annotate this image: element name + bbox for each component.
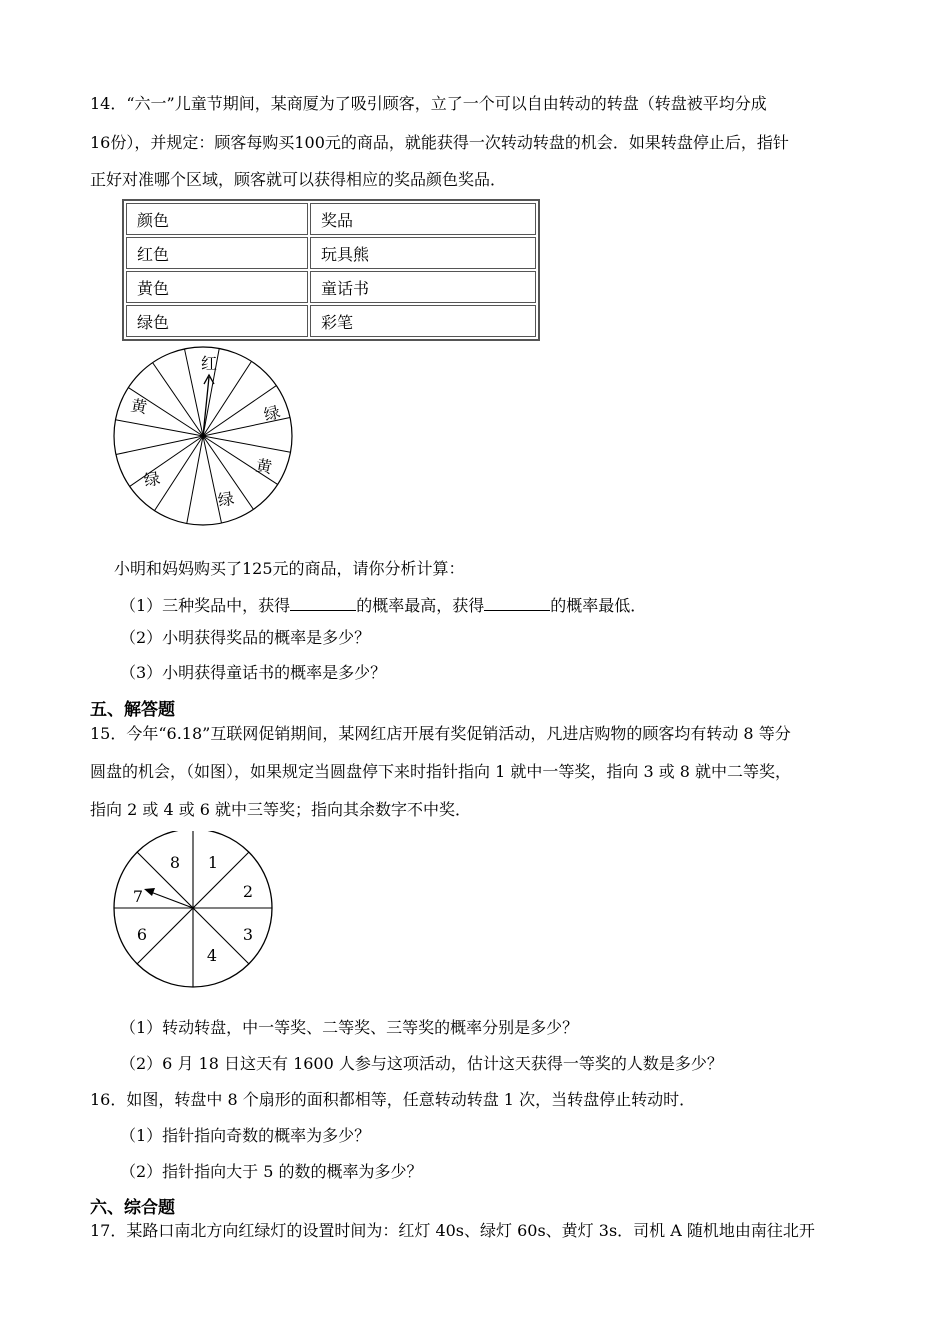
table-header-color: 颜色 [126,203,308,235]
table-cell: 红色 [126,237,308,269]
wheel-pointer-arrowhead [144,888,155,896]
table-header-row [126,203,536,235]
table-header-prize: 奖品 [310,203,536,235]
q14-sub1-part-b: 的概率最高，获得 [356,596,485,615]
wheel-number: 7 [132,887,144,906]
q15-line-1: 15．今年“6.18”互联网促销期间，某网红店开展有奖促销活动，凡进店购物的顾客均有转动 8 等分 [90,724,791,743]
q16-sub2: （2）指针指向大于 5 的数的概率为多少？ [120,1162,423,1181]
q15-line-3: 指向 2 或 4 或 6 就中三等奖；指向其余数字不中奖． [90,800,472,819]
table-row [126,237,536,269]
wheel-label-yellow: 黄 [129,395,149,418]
wheel-number: 4 [206,946,218,965]
wheel-label-red: 红 [200,354,218,373]
q14-intro: 小明和妈妈购买了125元的商品，请你分析计算： [114,559,465,578]
eight-sector-wheel [108,831,278,1001]
q14-sub2: （2）小明获得奖品的概率是多少？ [120,628,371,647]
q16-line: 16．如图，转盘中 8 个扇形的面积都相等，任意转动转盘 1 次，当转盘停止转动时． [90,1090,696,1109]
answer-blank-highest[interactable] [290,594,356,611]
wheel-label-green: 绿 [142,468,162,491]
q14-sub1-part-c: 的概率最低． [550,596,647,615]
q16-sub1: （1）指针指向奇数的概率为多少？ [120,1126,371,1145]
q14-sub3: （3）小明获得童话书的概率是多少？ [120,663,387,682]
wheel-pointer [148,891,193,908]
q14-line-3: 正好对准哪个区域，顾客就可以获得相应的奖品颜色奖品． [90,170,507,189]
q15-sub1: （1）转动转盘，中一等奖、二等奖、三等奖的概率分别是多少？ [120,1018,579,1037]
wheel-number: 2 [242,882,254,901]
wheel-number: 6 [136,925,148,944]
q14-sub1 [120,594,646,616]
sixteen-sector-wheel [106,342,306,532]
wheel-number: 1 [207,853,219,872]
q15-line-2: 圆盘的机会，（如图），如果规定当圆盘停下来时指针指向 1 就中一等奖，指向 3 或 8 就中二等奖， [90,762,792,781]
wheel-number: 3 [242,925,254,944]
wheel-label-green: 绿 [261,402,283,425]
wheel-label-yellow: 黄 [254,455,274,478]
table-cell: 黄色 [126,271,308,303]
table-cell: 彩笔 [310,305,536,337]
wheel-label-green: 绿 [216,488,236,511]
table-cell: 童话书 [310,271,536,303]
wheel-number: 8 [169,853,181,872]
answer-blank-lowest[interactable] [484,594,550,611]
prize-table [122,199,540,341]
q14-line-1: 14．“六一”儿童节期间，某商厦为了吸引顾客，立了一个可以自由转动的转盘（转盘被平均分成 [90,94,767,113]
q14-line-2: 16份），并规定：顾客每购买100元的商品，就能获得一次转动转盘的机会．如果转盘停止后，指针 [90,133,789,152]
q17-line: 17．某路口南北方向红绿灯的设置时间为：红灯 40s、绿灯 60s、黄灯 3s．司机 A 随机地由南往北开 [90,1221,815,1240]
table-cell: 绿色 [126,305,308,337]
q15-sub2: （2）6 月 18 日这天有 1600 人参与这项活动，估计这天获得一等奖的人数是多少？ [120,1054,723,1073]
section-heading-6: 六、综合题 [90,1198,175,1218]
table-row [126,305,536,337]
q14-sub1-part-a: （1）三种奖品中，获得 [120,596,291,615]
table-cell: 玩具熊 [310,237,536,269]
section-heading-5: 五、解答题 [90,700,175,720]
table-row [126,271,536,303]
